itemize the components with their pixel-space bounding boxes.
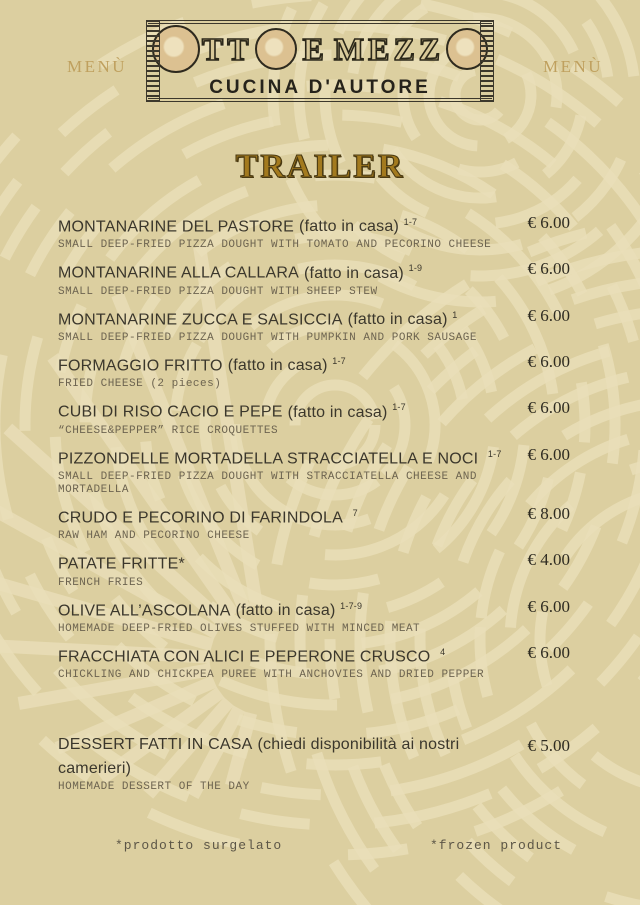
item-note: (fatto in casa) xyxy=(304,264,404,282)
menu-label-right: MENÙ xyxy=(543,57,604,76)
item-price: € 8.00 xyxy=(527,503,570,523)
frame-ornament-right xyxy=(480,20,494,102)
item-description: FRENCH FRIES xyxy=(58,576,144,589)
item-description: HOMEMADE DESSERT OF THE DAY xyxy=(58,780,250,793)
item-description: RAW HAM AND PECORINO CHEESE xyxy=(58,530,250,543)
item-description: SMALL DEEP-FRIED PIZZA DOUGHT WITH PUMPKIN AND PORK SAUSAGE xyxy=(58,331,477,344)
item-name: MONTANARINE ZUCCA E SALSICCIA xyxy=(58,310,343,328)
menu-item xyxy=(58,352,570,391)
item-allergens: 1-7 xyxy=(403,217,418,227)
menu-item xyxy=(58,597,570,636)
item-price: € 6.00 xyxy=(527,398,570,418)
logo-word-mezz: MEZZ xyxy=(333,31,445,67)
item-note: (fatto in casa) xyxy=(299,218,399,236)
item-name: CRUDO E PECORINO DI FARINDOLA xyxy=(58,509,343,527)
menu-item xyxy=(58,550,570,589)
item-description: FRIED CHEESE (2 pieces) xyxy=(58,378,222,391)
item-name: MONTANARINE ALLA CALLARA xyxy=(58,264,300,282)
item-note: (chiedi disponibilità ai nostri camerieri) xyxy=(58,736,460,777)
item-allergens: 1-7 xyxy=(332,355,346,366)
menu-item xyxy=(58,398,570,437)
item-name: FORMAGGIO FRITTO xyxy=(58,357,223,375)
item-description: SMALL DEEP-FRIED PIZZA DOUGHT WITH SHEEP STEW xyxy=(58,285,378,298)
menu-item xyxy=(58,213,570,252)
item-description: “CHEESE&PEPPER” RICE CROQUETTES xyxy=(58,424,279,437)
item-allergens: 1-9 xyxy=(408,263,423,274)
item-name: FRACCHIATA CON ALICI E PEPERONE CRUSCO xyxy=(58,648,431,666)
item-price: € 6.00 xyxy=(527,642,570,662)
item-description: SMALL DEEP-FRIED PIZZA DOUGHT WITH TOMATO AND PECORINO CHEESE xyxy=(58,239,492,252)
item-price: € 6.00 xyxy=(527,596,570,616)
logo-title xyxy=(152,25,488,73)
menu-item xyxy=(58,445,570,497)
item-price: € 4.00 xyxy=(527,550,570,570)
frozen-product-note-en: *frozen product xyxy=(430,838,563,853)
logo-word-tt: TT xyxy=(201,31,253,67)
menu-list xyxy=(58,213,570,794)
menu-item-dessert xyxy=(58,736,570,793)
item-price: € 5.00 xyxy=(527,736,570,756)
film-reel-o-icon xyxy=(255,28,297,70)
item-price: € 6.00 xyxy=(527,444,570,464)
item-allergens: 1-7 xyxy=(392,402,406,413)
item-description: HOMEMADE DEEP-FRIED OLIVES STUFFED WITH MINCED MEAT xyxy=(58,622,421,635)
item-allergens: 4 xyxy=(440,646,446,657)
item-name: PATATE FRITTE* xyxy=(58,555,185,573)
item-name: CUBI DI RISO CACIO E PEPE xyxy=(58,403,283,421)
section-title-trailer: TRAILER xyxy=(235,148,405,185)
item-description: SMALL DEEP-FRIED PIZZA DOUGHT WITH STRACCIATELLA CHEESE AND MORTADELLA xyxy=(58,470,477,496)
item-price: € 6.00 xyxy=(527,351,570,371)
item-description: CHICKLING AND CHICKPEA PUREE WITH ANCHOVIES AND DRIED PEPPER xyxy=(58,669,485,682)
item-name: OLIVE ALL’ASCOLANA xyxy=(58,601,231,619)
item-note: (fatto in casa) xyxy=(227,357,328,375)
item-name: PIZZONDELLE MORTADELLA STRACCIATELLA E NOCI xyxy=(58,449,479,467)
item-note: (fatto in casa) xyxy=(287,403,388,421)
logo-frame xyxy=(148,20,492,102)
item-name: DESSERT FATTI IN CASA xyxy=(58,736,253,754)
menu-item xyxy=(58,259,570,298)
menu-item xyxy=(58,504,570,543)
item-price: € 6.00 xyxy=(527,305,570,325)
frozen-product-note-it: *prodotto surgelato xyxy=(115,838,283,853)
item-allergens: 1 xyxy=(452,309,458,320)
masthead xyxy=(0,0,640,122)
logo-word-e: E xyxy=(302,31,328,67)
item-allergens: 7 xyxy=(352,507,358,518)
logo-subtitle: CUCINA D'AUTORE xyxy=(209,77,431,98)
menu-item xyxy=(58,643,570,682)
item-price: € 6.00 xyxy=(527,213,570,232)
item-allergens: 1-7 xyxy=(487,448,502,459)
menu-label-left: MENÙ xyxy=(67,57,128,76)
frame-ornament-left xyxy=(146,20,160,102)
menu-item xyxy=(58,306,570,345)
item-name: MONTANARINE DEL PASTORE xyxy=(58,218,295,236)
item-note: (fatto in casa) xyxy=(347,310,448,328)
item-allergens: 1-7-9 xyxy=(340,600,363,611)
item-note: (fatto in casa) xyxy=(235,601,336,619)
item-price: € 6.00 xyxy=(527,259,570,279)
